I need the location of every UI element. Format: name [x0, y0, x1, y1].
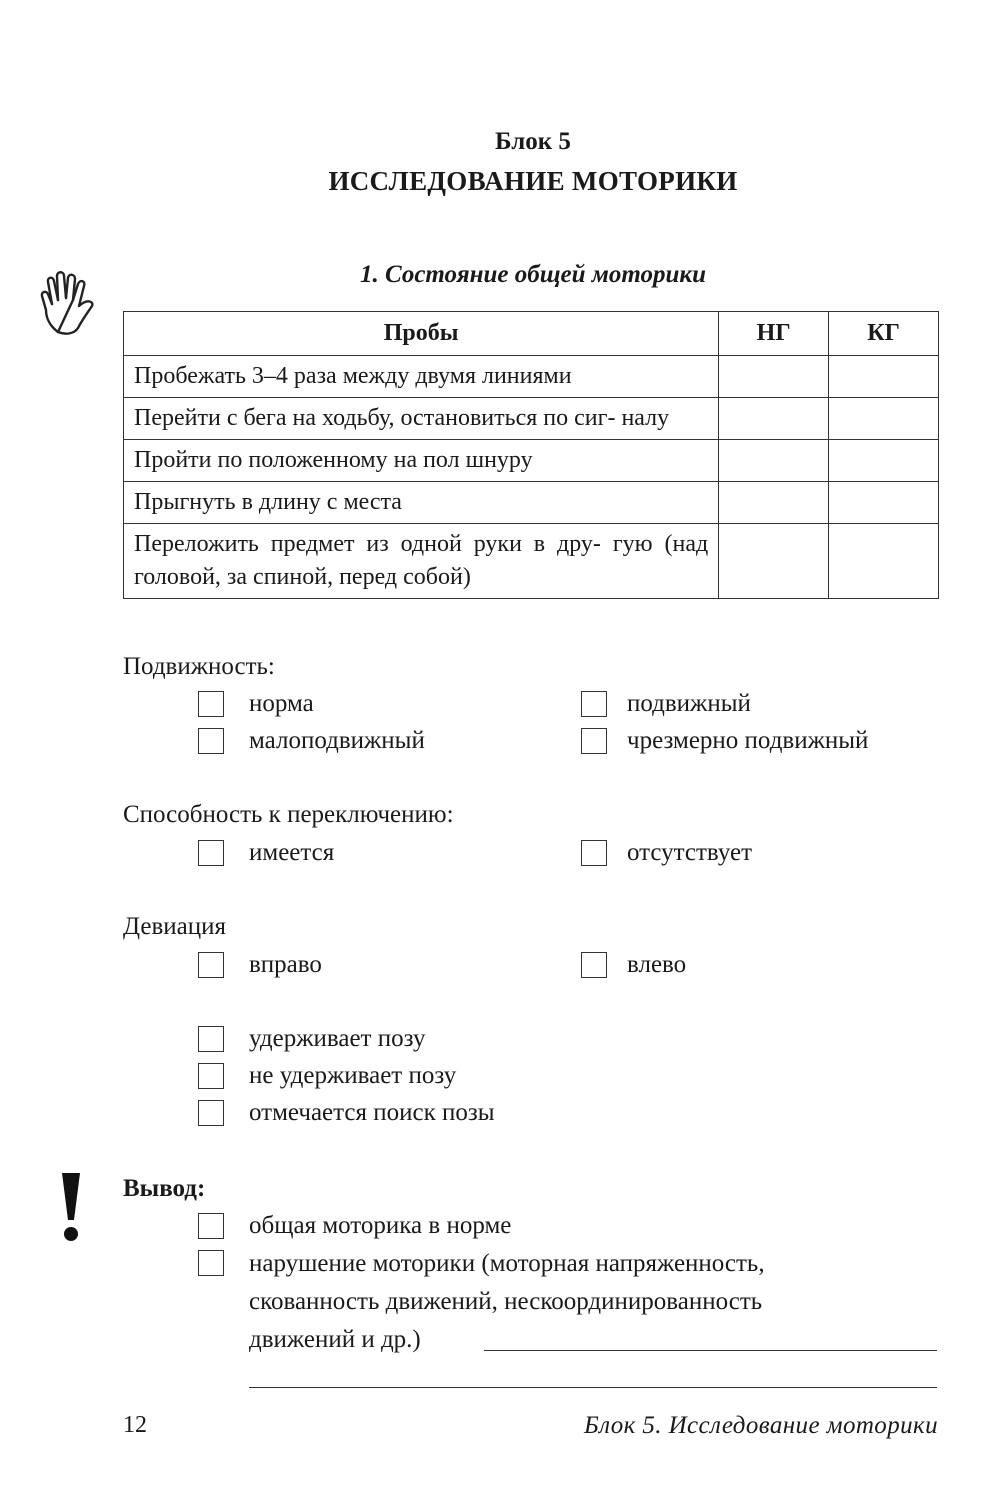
column-header-kg: КГ — [829, 312, 939, 356]
mobility-mobile-checkbox[interactable] — [581, 691, 607, 717]
conclusion-disorder-checkbox[interactable] — [198, 1250, 224, 1276]
conclusion-label: Вывод: — [123, 1175, 206, 1202]
conclusion-disorder-line2: скованность движений, нескоординированность — [249, 1288, 763, 1315]
kg-cell[interactable] — [829, 440, 939, 482]
probes-table — [123, 311, 939, 599]
kg-cell[interactable] — [829, 482, 939, 524]
column-header-ng: НГ — [719, 312, 829, 356]
table-row — [124, 524, 939, 599]
switching-absent-checkbox[interactable] — [581, 840, 607, 866]
switching-absent-label: отсутствует — [627, 839, 753, 866]
mobility-low-label: малоподвижный — [249, 727, 425, 754]
mobility-excessive-label: чрезмерно подвижный — [627, 727, 869, 754]
kg-cell[interactable] — [829, 524, 939, 599]
table-row — [124, 440, 939, 482]
conclusion-norm-label: общая моторика в норме — [249, 1212, 512, 1239]
ng-cell[interactable] — [719, 356, 829, 398]
probe-cell: Переложить предмет из одной руки в дру- гую (над головой, за спиной, перед собой) — [124, 524, 719, 599]
conclusion-norm-checkbox[interactable] — [198, 1213, 224, 1239]
probe-cell: Пройти по положенному на пол шнуру — [124, 440, 719, 482]
mobility-mobile-label: подвижный — [627, 690, 751, 717]
table-row — [124, 398, 939, 440]
conclusion-answer-line-1[interactable] — [484, 1350, 937, 1351]
switching-present-checkbox[interactable] — [198, 840, 224, 866]
section-title: 1. Состояние общей моторики — [359, 261, 706, 288]
conclusion-disorder-line1: нарушение моторики (моторная напряженность, — [249, 1250, 765, 1277]
conclusion-answer-line-2[interactable] — [249, 1387, 937, 1388]
ng-cell[interactable] — [719, 482, 829, 524]
page-title: ИССЛЕДОВАНИЕ МОТОРИКИ — [328, 166, 738, 196]
column-header-probes: Пробы — [124, 312, 719, 356]
deviation-left-checkbox[interactable] — [581, 952, 607, 978]
ng-cell[interactable] — [719, 440, 829, 482]
ng-cell[interactable] — [719, 398, 829, 440]
kg-cell[interactable] — [829, 356, 939, 398]
table-header-row — [124, 312, 939, 356]
probe-cell: Прыгнуть в длину с места — [124, 482, 719, 524]
posture-search-label: отмечается поиск позы — [249, 1099, 495, 1126]
mobility-label: Подвижность: — [123, 653, 275, 680]
table-row — [124, 482, 939, 524]
deviation-left-label: влево — [627, 951, 687, 978]
block-number: Блок 5 — [495, 128, 571, 155]
mobility-norm-checkbox[interactable] — [198, 691, 224, 717]
exclamation-icon — [56, 1170, 86, 1244]
deviation-right-checkbox[interactable] — [198, 952, 224, 978]
deviation-label: Девиация — [123, 913, 226, 940]
posture-not-holds-checkbox[interactable] — [198, 1063, 224, 1089]
posture-holds-label: удерживает позу — [249, 1025, 426, 1052]
running-title: Блок 5. Исследование моторики — [583, 1412, 938, 1439]
posture-search-checkbox[interactable] — [198, 1100, 224, 1126]
kg-cell[interactable] — [829, 398, 939, 440]
conclusion-disorder-line3: движений и др.) — [249, 1326, 421, 1353]
deviation-right-label: вправо — [249, 951, 322, 978]
page-number: 12 — [123, 1412, 147, 1438]
probe-cell: Перейти с бега на ходьбу, остановиться по сиг- налу — [124, 398, 719, 440]
mobility-low-checkbox[interactable] — [198, 728, 224, 754]
posture-not-holds-label: не удерживает позу — [249, 1062, 457, 1089]
switching-present-label: имеется — [249, 839, 335, 866]
table-row — [124, 356, 939, 398]
mobility-norm-label: норма — [249, 690, 314, 717]
probe-cell: Пробежать 3–4 раза между двумя линиями — [124, 356, 719, 398]
mobility-excessive-checkbox[interactable] — [581, 728, 607, 754]
ng-cell[interactable] — [719, 524, 829, 599]
switching-label: Способность к переключению: — [123, 801, 454, 828]
posture-holds-checkbox[interactable] — [198, 1026, 224, 1052]
